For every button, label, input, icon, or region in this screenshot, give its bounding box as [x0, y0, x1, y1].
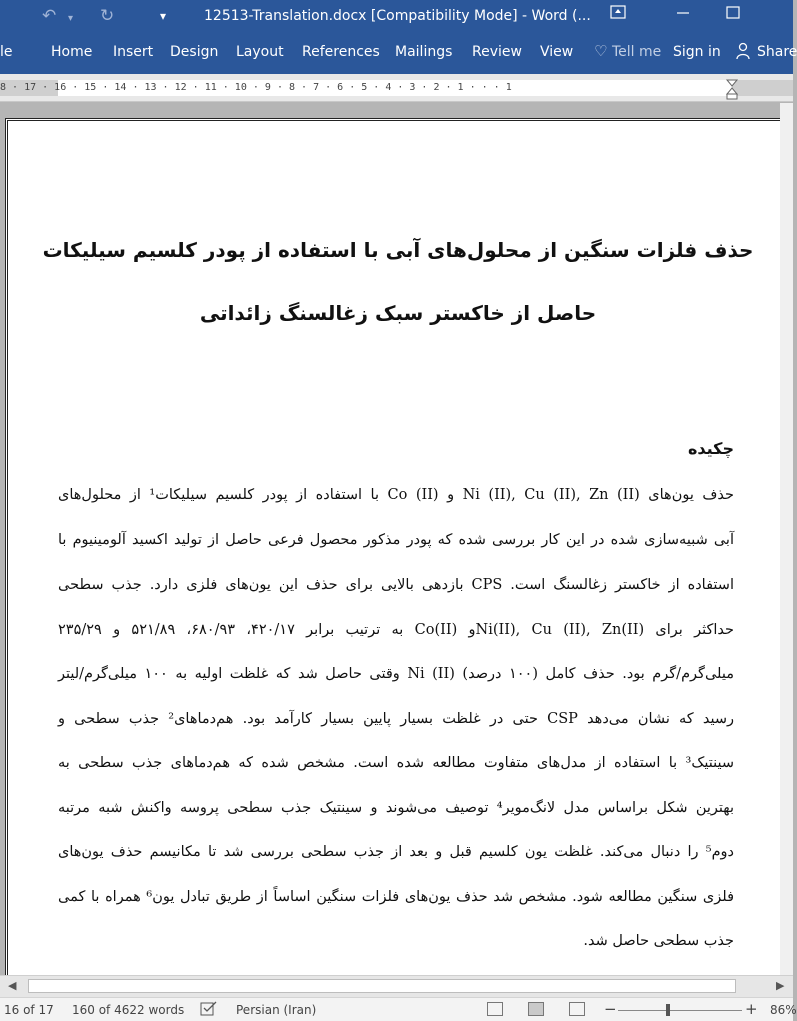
ribbon-display-icon[interactable] — [610, 5, 626, 23]
share-icon[interactable] — [735, 42, 751, 64]
abstract-line: بهترین شکل براساس مدل لانگ‌مویر⁴ توصیف می‌شوند و سینتیک جذب سطحی پروسه واکنش شبه مرتبه — [58, 800, 734, 816]
abstract-line: فلزی سنگین مطالعه شود. مشخص شد حذف یون‌های فلزات سنگین اساساً از طریق تبادل یون⁶ همراه با کمی — [58, 889, 734, 905]
redo-icon[interactable]: ↻ — [100, 6, 115, 26]
tab-view[interactable]: View — [540, 44, 574, 60]
title-bar — [0, 0, 793, 34]
proofing-icon[interactable] — [200, 1001, 218, 1020]
tell-me-box[interactable]: Tell me — [612, 44, 662, 60]
abstract-line: حداکثر برای Ni(II), Cu (II), Zn(II)و Co(II) به ترتیب برابر ۴۲۰/۱۷، ۶۸۰/۹۳، ۵۲۱/۸۹ و ۲۳۵/۲۹ — [58, 622, 734, 638]
abstract-line: حذف یون‌های Ni (II), Cu (II), Zn (II) و Co (II) با استفاده از پودر کلسیم سیلیکات¹ از محلول‌های — [58, 487, 734, 503]
zoom-out-button[interactable]: − — [604, 1000, 617, 1018]
abstract-line: میلی‌گرم/گرم بود. حذف کامل (۱۰۰ درصد) Ni (II) وقتی حاصل شد که غلظت اولیه به ۱۰۰ میلی‌گرم/لیتر — [58, 666, 734, 682]
ruler-labels: 8 · 17 · 16 · 15 · 14 · 13 · 12 · 11 · 10 · 9 · 8 · 7 · 6 · 5 · 4 · 3 · 2 · 1 · · · 1 — [0, 82, 512, 93]
abstract-line: استفاده از خاکستر زغالسنگ است. CPS بازدهی بالایی برای حذف این یون‌های فلزی دارد. جذب سطحی — [58, 577, 734, 593]
horizontal-scroll-thumb[interactable] — [28, 979, 736, 993]
document-title-line-1: حذف فلزات سنگین از محلول‌های آبی با استفاده از پودر کلسیم سیلیکات — [42, 238, 754, 262]
ribbon-tabs — [0, 34, 797, 74]
vertical-scrollbar[interactable] — [780, 103, 793, 975]
sign-in-link[interactable]: Sign in — [673, 44, 721, 60]
tab-design[interactable]: Design — [170, 44, 219, 60]
tab-mailings[interactable]: Mailings — [395, 44, 453, 60]
abstract-line: سینتیک³ با استفاده از مدل‌های متفاوت مطالعه شده است. مشخص شده که هم‌دماهای جذب سطحی به — [58, 755, 734, 771]
status-bar — [0, 997, 797, 1021]
document-page[interactable] — [5, 118, 787, 998]
abstract-line: رسید که نشان می‌دهد CSP حتی در غلظت بسیار پایین بسیار کارآمد بود. هم‌دماهای² جذب سطحی و — [58, 711, 735, 727]
print-layout-icon[interactable] — [528, 1002, 544, 1016]
document-title-line-2: حاصل از خاکستر سبک زغالسنگ زائداتی — [199, 301, 597, 325]
abstract-line: دوم⁵ را دنبال می‌کند. غلظت یون کلسیم قبل و بعد از جذب سطحی بررسی شد تا مکانیسم حذف یون‌های — [58, 844, 734, 860]
zoom-level[interactable]: 86% — [770, 1003, 797, 1017]
abstract-line: آبی شبیه‌سازی شده در این کار بررسی شده که پودر مذکور محصول فرعی حاصل از تولید اکسید آلومینیوم با — [58, 532, 734, 548]
document-area — [0, 103, 793, 975]
share-button[interactable]: Share — [757, 44, 797, 60]
tab-references[interactable]: References — [302, 44, 380, 60]
zoom-slider[interactable] — [618, 1010, 742, 1011]
window-title: 12513-Translation.docx [Compatibility Mode] - Word (... — [204, 8, 591, 24]
page-count[interactable]: 16 of 17 — [4, 1003, 54, 1017]
minimize-icon[interactable] — [676, 5, 690, 23]
lightbulb-icon[interactable]: ♡ — [594, 42, 608, 60]
horizontal-scrollbar[interactable] — [0, 975, 793, 997]
maximize-icon[interactable] — [726, 5, 740, 23]
horizontal-ruler[interactable] — [0, 74, 793, 102]
indent-marker-icon[interactable] — [726, 76, 738, 100]
abstract-line: جذب سطحی حاصل شد. — [583, 933, 734, 949]
tab-home[interactable]: Home — [51, 44, 93, 60]
web-layout-icon[interactable] — [569, 1002, 585, 1016]
word-count[interactable]: 160 of 4622 words — [72, 1003, 185, 1017]
scroll-right-icon[interactable]: ▶ — [776, 979, 785, 992]
tab-file[interactable]: le — [0, 44, 13, 60]
tab-review[interactable]: Review — [472, 44, 522, 60]
undo-dropdown-icon[interactable]: ▾ — [68, 13, 74, 24]
abstract-heading: چکیده — [687, 439, 734, 458]
zoom-in-button[interactable]: + — [745, 1000, 758, 1018]
read-mode-icon[interactable] — [487, 1002, 503, 1016]
tab-insert[interactable]: Insert — [113, 44, 154, 60]
language-indicator[interactable]: Persian (Iran) — [236, 1003, 317, 1017]
tab-layout[interactable]: Layout — [236, 44, 284, 60]
zoom-slider-thumb[interactable] — [666, 1004, 670, 1016]
customize-qat-icon[interactable]: ▾ — [160, 9, 167, 23]
undo-icon[interactable]: ↶ — [42, 6, 57, 26]
scroll-left-icon[interactable]: ◀ — [8, 979, 17, 992]
